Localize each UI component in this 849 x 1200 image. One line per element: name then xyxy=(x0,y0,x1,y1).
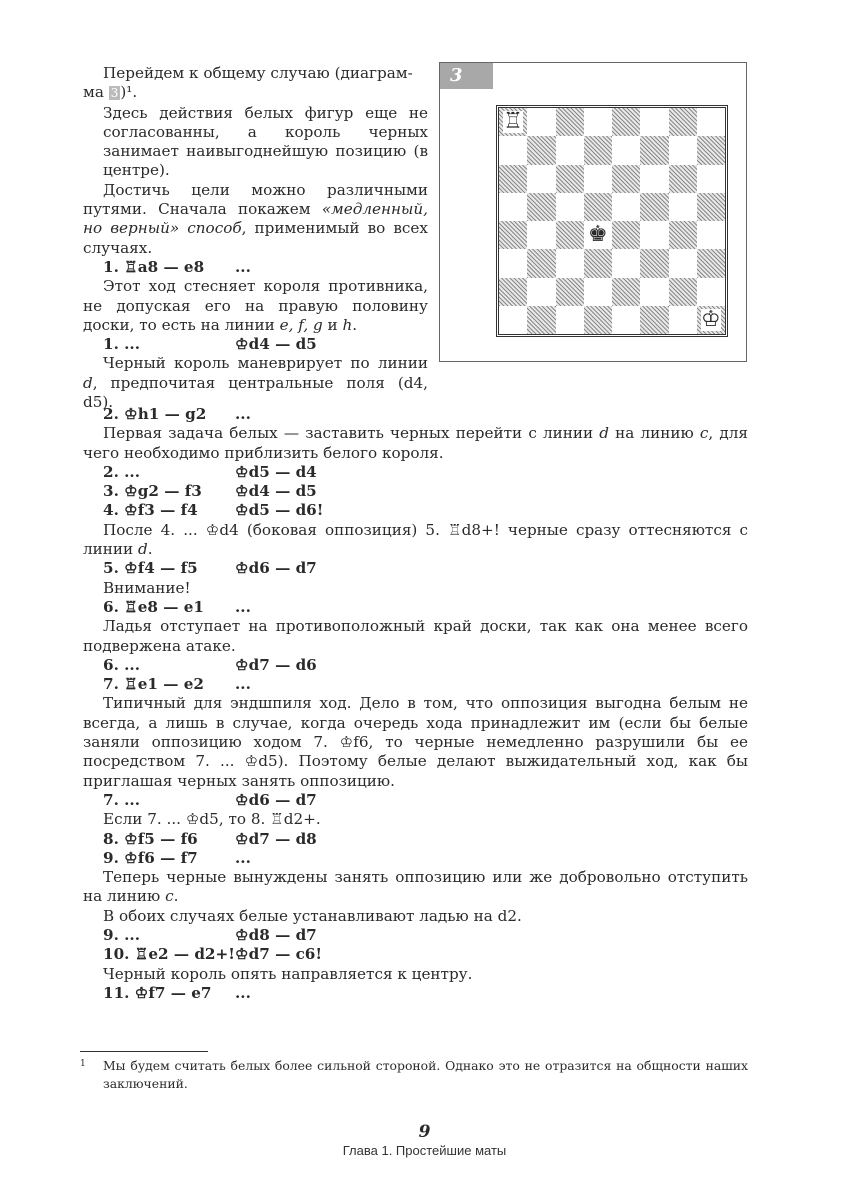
paragraph-attention: Внимание! xyxy=(103,578,191,597)
square-e1 xyxy=(612,306,640,334)
square-f6 xyxy=(640,165,668,193)
move-line: 6. ♖e8 — e1 ... xyxy=(103,597,251,616)
square-b4 xyxy=(527,221,555,249)
paragraph: После 4. ... ♔d4 (боковая оппозиция) 5. ♖d8+! черные сразу оттесняются с линии d. xyxy=(83,520,748,559)
black-king-icon: ♚ xyxy=(588,222,608,248)
square-f7 xyxy=(640,136,668,164)
square-f2 xyxy=(640,278,668,306)
square-g8 xyxy=(669,108,697,136)
white-rook-icon: ♖ xyxy=(503,109,523,135)
square-h6 xyxy=(697,165,725,193)
paragraph: Достичь цели можно различными путями. Сначала покажем «медленный, но верный» способ, применимый во всех случаях. xyxy=(83,180,428,257)
square-h5 xyxy=(697,193,725,221)
move-line: 5. ♔f4 — f5 ♔d6 — d7 xyxy=(103,559,317,578)
paragraph: Теперь черные вынуждены занять оппозицию или же добровольно отступить на линию c. xyxy=(83,868,748,906)
square-d7 xyxy=(584,136,612,164)
diagram-ref-badge[interactable]: 3 xyxy=(110,86,119,101)
square-h2 xyxy=(697,278,725,306)
square-d5 xyxy=(584,193,612,221)
square-e6 xyxy=(612,165,640,193)
move-line: 4. ♔f3 — f4 ♔d5 — d6! xyxy=(103,501,324,520)
column-text xyxy=(83,64,428,412)
move-line: 6. ... ♔d7 — d6 xyxy=(103,655,317,674)
paragraph: В обоих случаях белые устанавливают ладью на d2. xyxy=(103,906,522,925)
square-b6 xyxy=(527,165,555,193)
move-line: 9. ♔f6 — f7 ... xyxy=(103,848,251,867)
main-text xyxy=(83,405,748,1003)
move-line: 1. ... ♔d4 — d5 xyxy=(103,335,317,354)
square-f8 xyxy=(640,108,668,136)
square-c4 xyxy=(556,221,584,249)
square-h3 xyxy=(697,249,725,277)
square-d8 xyxy=(584,108,612,136)
page-number: 9 xyxy=(418,1122,431,1142)
paragraph: Этот ход стесняет короля противника, не допуская его на правую половину доски, то есть на линии e, f, g и h. xyxy=(83,277,428,334)
square-d1 xyxy=(584,306,612,334)
square-a6 xyxy=(499,165,527,193)
square-f1 xyxy=(640,306,668,334)
paragraph: Типичный для эндшпиля ход. Дело в том, что оппозиция выгодна белым не всегда, а лишь в случае, когда очередь хода принадлежит им (если бы белые заняли оппозицию ходом 7. ♔f6, то черные немедленно разрушили бы ее посредством 7. ... ♔d5). Поэтому белые делают выжидательный ход, как бы приглашая черных занять оппозицию. xyxy=(83,694,748,790)
square-e2 xyxy=(612,278,640,306)
square-a1 xyxy=(499,306,527,334)
square-e3 xyxy=(612,249,640,277)
square-c8 xyxy=(556,108,584,136)
square-b5 xyxy=(527,193,555,221)
square-b8 xyxy=(527,108,555,136)
footnote-text: Мы будем считать белых более сильной стороной. Однако это не отразится на общности наших заключений. xyxy=(103,1058,748,1091)
chess-diagram xyxy=(439,62,747,362)
paragraph-intro: Перейдем к общему случаю (диаграм- ма 3 )¹. xyxy=(83,64,413,102)
square-c7 xyxy=(556,136,584,164)
square-b1 xyxy=(527,306,555,334)
square-h7 xyxy=(697,136,725,164)
move-line: 9. ... ♔d8 — d7 xyxy=(103,926,317,945)
square-e4 xyxy=(612,221,640,249)
square-c6 xyxy=(556,165,584,193)
square-a4 xyxy=(499,221,527,249)
paragraph: Ладья отступает на противоположный край доски, так как она менее всего подвержена атаке. xyxy=(83,617,748,655)
square-b3 xyxy=(527,249,555,277)
square-d3 xyxy=(584,249,612,277)
move-line: 10. ♖e2 — d2+! ♔d7 — c6! xyxy=(103,945,323,964)
square-g2 xyxy=(669,278,697,306)
square-h1 xyxy=(697,306,725,334)
move-line: 1. ♖a8 — e8 ... xyxy=(103,257,251,276)
chapter-title: Глава 1. Простейшие маты xyxy=(342,1143,507,1158)
square-c1 xyxy=(556,306,584,334)
square-d2 xyxy=(584,278,612,306)
chess-board xyxy=(496,105,728,337)
square-a3 xyxy=(499,249,527,277)
move-line: 7. ♖e1 — e2 ... xyxy=(103,675,251,694)
square-a8 xyxy=(499,108,527,136)
square-e8 xyxy=(612,108,640,136)
square-g6 xyxy=(669,165,697,193)
footnote xyxy=(80,1057,748,1093)
square-d6 xyxy=(584,165,612,193)
square-h8 xyxy=(697,108,725,136)
paragraph: Если 7. ... ♔d5, то 8. ♖d2+. xyxy=(103,810,321,829)
white-king-icon: ♔ xyxy=(701,306,721,332)
square-b7 xyxy=(527,136,555,164)
square-c2 xyxy=(556,278,584,306)
square-h4 xyxy=(697,221,725,249)
square-a2 xyxy=(499,278,527,306)
square-f4 xyxy=(640,221,668,249)
square-c3 xyxy=(556,249,584,277)
square-g7 xyxy=(669,136,697,164)
paragraph: Здесь действия белых фигур еще не согласованны, а король черных занимает наивыгоднейшую позицию (в центре). xyxy=(103,103,428,180)
square-d4 xyxy=(584,221,612,249)
move-line: 7. ... ♔d6 — d7 xyxy=(103,790,317,809)
square-f3 xyxy=(640,249,668,277)
square-b2 xyxy=(527,278,555,306)
square-c5 xyxy=(556,193,584,221)
paragraph: Первая задача белых — заставить черных перейти с линии d на линию c, для чего необходимо приблизить белого короля. xyxy=(83,424,748,462)
move-line: 3. ♔g2 — f3 ♔d4 — d5 xyxy=(103,482,317,501)
square-e7 xyxy=(612,136,640,164)
diagram-number: 3 xyxy=(440,63,493,89)
square-a7 xyxy=(499,136,527,164)
square-g1 xyxy=(669,306,697,334)
square-a5 xyxy=(499,193,527,221)
move-line: 2. ♔h1 — g2 ... xyxy=(103,405,251,423)
move-line: 2. ... ♔d5 — d4 xyxy=(103,462,317,481)
square-g5 xyxy=(669,193,697,221)
square-f5 xyxy=(640,193,668,221)
footnote-divider xyxy=(80,1051,208,1052)
paragraph: Черный король опять направляется к центру. xyxy=(103,964,473,983)
footnote-marker: 1 xyxy=(80,1059,86,1069)
paragraph: Черный король маневрирует по линии d, предпочитая центральные поля (d4, d5). xyxy=(83,354,428,412)
move-line: 11. ♔f7 — e7 ... xyxy=(103,983,251,1002)
square-g3 xyxy=(669,249,697,277)
square-e5 xyxy=(612,193,640,221)
square-g4 xyxy=(669,221,697,249)
move-line: 8. ♔f5 — f6 ♔d7 — d8 xyxy=(103,829,317,848)
